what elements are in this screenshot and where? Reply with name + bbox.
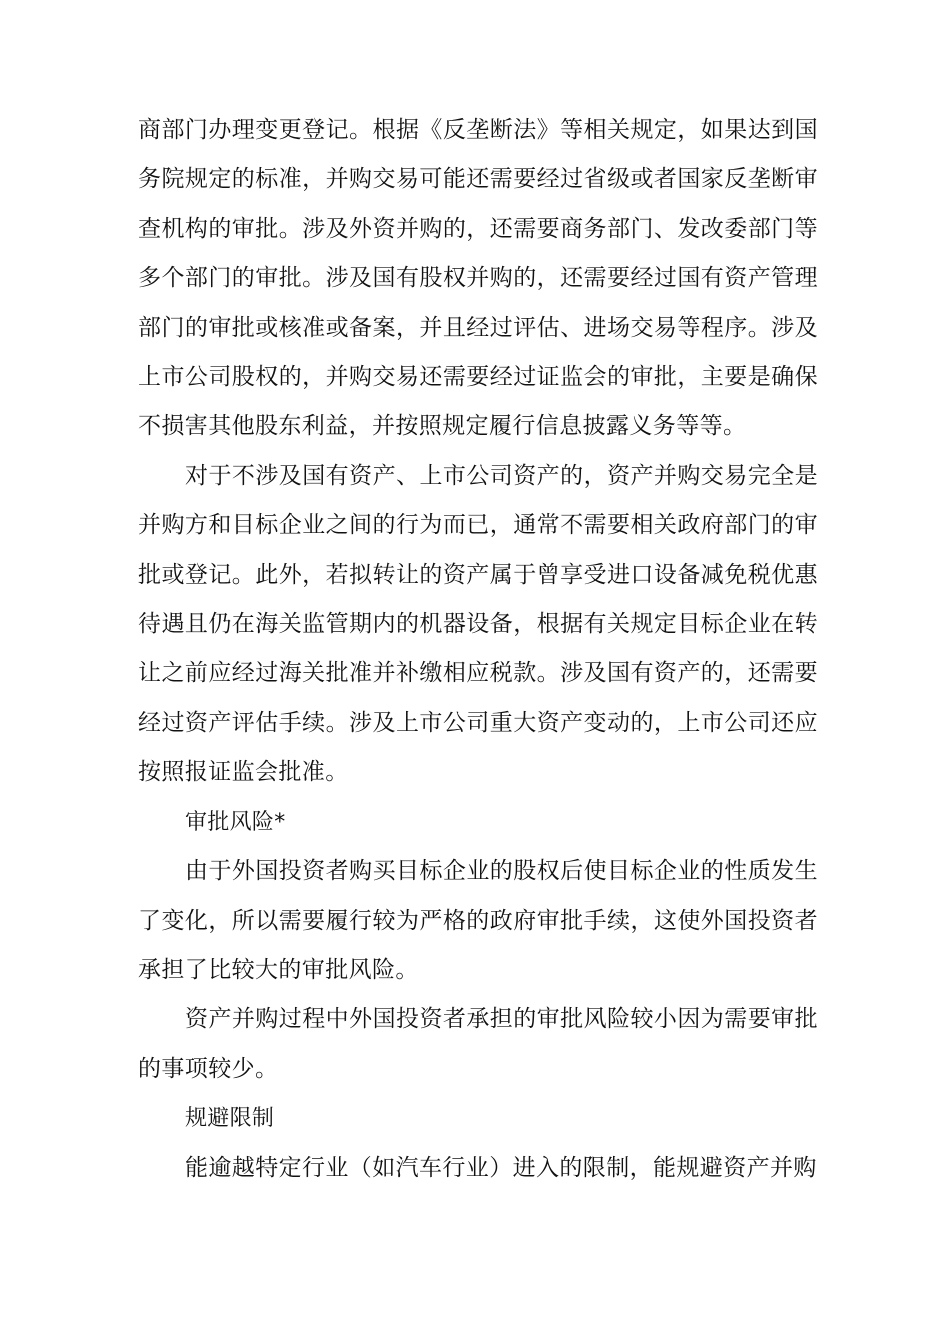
document-body [138,106,818,1193]
paragraph-asset-acquisition-approval: 对于不涉及国有资产、上市公司资产的，资产并购交易完全是并购方和目标企业之间的行为而已，通常不需要相关政府部门的审批或登记。此外，若拟转让的资产属于曾享受进口设备减免税优惠待遇且仍在海关监管期内的机器设备，根据有关规定目标企业在转让之前应经过海关批准并补缴相应税款。涉及国有资产的，还需要经过资产评估手续。涉及上市公司重大资产变动的，上市公司还应按照报证监会批准。 [138,462,818,786]
section-heading-avoid-restrictions: 规避限制 [185,1106,275,1132]
section-heading-approval-risk: 审批风险* [185,809,286,835]
paragraph-asset-approval-risk: 资产并购过程中外国投资者承担的审批风险较小因为需要审批的事项较少。 [138,1006,818,1082]
paragraph-approval-registration: 商部门办理变更登记。根据《反垄断法》等相关规定，如果达到国务院规定的标准，并购交易可能还需要经过省级或者国家反垄断审查机构的审批。涉及外资并购的，还需要商务部门、发改委部门等多个部门的审批。涉及国有股权并购的，还需要经过国有资产管理部门的审批或核准或备案，并且经过评估、进场交易等程序。涉及上市公司股权的，并购交易还需要经过证监会的审批，主要是确保不损害其他股东利益，并按照规定履行信息披露义务等等。 [138,117,818,440]
paragraph-avoid-restrictions: 能逾越特定行业（如汽车行业）进入的限制，能规避资产并购 [185,1154,817,1181]
paragraph-equity-approval-risk: 由于外国投资者购买目标企业的股权后使目标企业的性质发生了变化，所以需要履行较为严格的政府审批手续，这使外国投资者承担了比较大的审批风险。 [138,858,818,983]
